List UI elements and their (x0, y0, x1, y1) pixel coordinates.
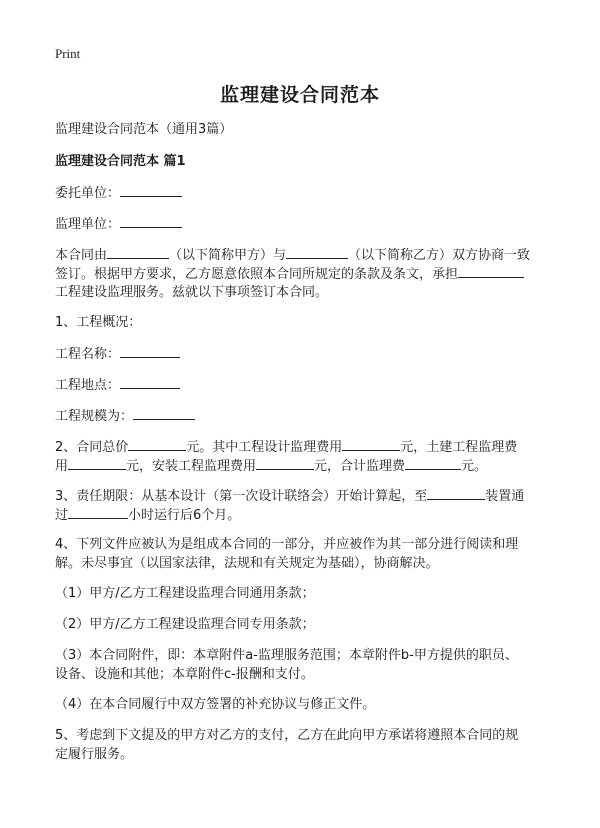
item-3-line-1 (55, 486, 550, 506)
supervisor-unit-line (55, 214, 550, 234)
project-name-line (55, 344, 550, 364)
project-location-line (55, 375, 550, 395)
sub-item-3-line-2: 设备、设施和其他；本章附件c-报酬和支付。 (55, 667, 314, 682)
item-3-text: 小时运行后6个月。 (128, 508, 241, 523)
sub-item-1: （1）甲方/乙方工程建设监理合同通用条款； (55, 586, 315, 601)
print-link[interactable]: Print (55, 46, 81, 61)
item-3-text: 装置通 (485, 489, 525, 504)
intro-line-1 (55, 245, 550, 265)
party-a-blank (107, 245, 169, 259)
intro-line-3: 工程建设监理服务。兹就以下事项签订本合同。 (55, 285, 329, 300)
item-1-heading: 1、工程概况： (55, 315, 142, 330)
item-5-line-2: 定履行服务。 (55, 747, 134, 762)
project-location-label: 工程地点： (55, 378, 121, 393)
client-unit-line (55, 183, 550, 203)
civil-fee-blank (68, 456, 126, 470)
page-title: 监理建设合同范本 (219, 84, 380, 106)
item-2-line-1 (55, 437, 550, 457)
intro-text: 签订。根据甲方要求，乙方愿意依照本合同所规定的条款及条文，承担 (55, 267, 459, 282)
project-name-label: 工程名称： (55, 347, 121, 362)
project-scale-label: 工程规模为： (55, 409, 134, 424)
client-unit-label: 委托单位： (55, 186, 121, 201)
party-b-blank (286, 245, 348, 259)
section-heading: 监理建设合同范本 篇1 (55, 154, 186, 169)
sub-item-3-line-1: （3）本合同附件，即：本章附件a-监理服务范围；本章附件b-甲方提供的职员、 (55, 648, 518, 663)
supervisor-unit-blank (120, 214, 182, 228)
total-price-blank (128, 437, 186, 451)
item-2-text: 元。其中工程设计监理费用 (186, 440, 343, 455)
project-name-blank (120, 344, 180, 358)
item-3-text: 3、责任期限：从基本设计（第一次设计联络会）开始计算起，至 (55, 489, 428, 504)
install-fee-blank (256, 456, 314, 470)
intro-text: （以下简称乙方）双方协商一致 (348, 248, 531, 263)
device-blank (427, 486, 485, 500)
document-subtitle: 监理建设合同范本（通用3篇） (55, 122, 233, 137)
intro-text: （以下简称甲方）与 (169, 248, 287, 263)
project-scale-blank (133, 406, 195, 420)
item-2-line-2 (55, 456, 550, 476)
total-fee-blank (405, 456, 461, 470)
item-2-text: 元，安装工程监理费用 (126, 459, 257, 474)
sub-item-2: （2）甲方/乙方工程建设监理合同专用条款； (55, 617, 315, 632)
item-5-line-1: 5、考虑到下文提及的甲方对乙方的支付，乙方在此向甲方承诺将遵照本合同的规 (55, 728, 519, 743)
design-fee-blank (342, 437, 400, 451)
item-2-text: 元，土建工程监理费 (400, 440, 518, 455)
item-2-text: 2、合同总价 (55, 440, 129, 455)
item-4-line-2: 解。未尽事宜（以国家法律，法规和有关规定为基础），协商解决。 (55, 556, 439, 571)
hours-blank (68, 505, 128, 519)
project-location-blank (120, 375, 180, 389)
project-scale-line (55, 406, 550, 426)
sub-item-4: （4）在本合同履行中双方签署的补充协议与修正文件。 (55, 697, 376, 712)
item-3-text: 过 (55, 508, 69, 523)
item-3-line-2 (55, 505, 550, 525)
intro-text: 本合同由 (55, 248, 108, 263)
intro-line-2 (55, 264, 550, 284)
project-blank (458, 264, 524, 278)
item-2-text: 元，合计监理费 (314, 459, 406, 474)
item-2-text: 用 (55, 459, 69, 474)
item-4-line-1: 4、下列文件应被认为是组成本合同的一部分，并应被作为其一部分进行阅读和理 (55, 537, 519, 552)
item-2-text: 元。 (461, 459, 488, 474)
supervisor-unit-label: 监理单位： (55, 217, 121, 232)
client-unit-blank (120, 183, 182, 197)
